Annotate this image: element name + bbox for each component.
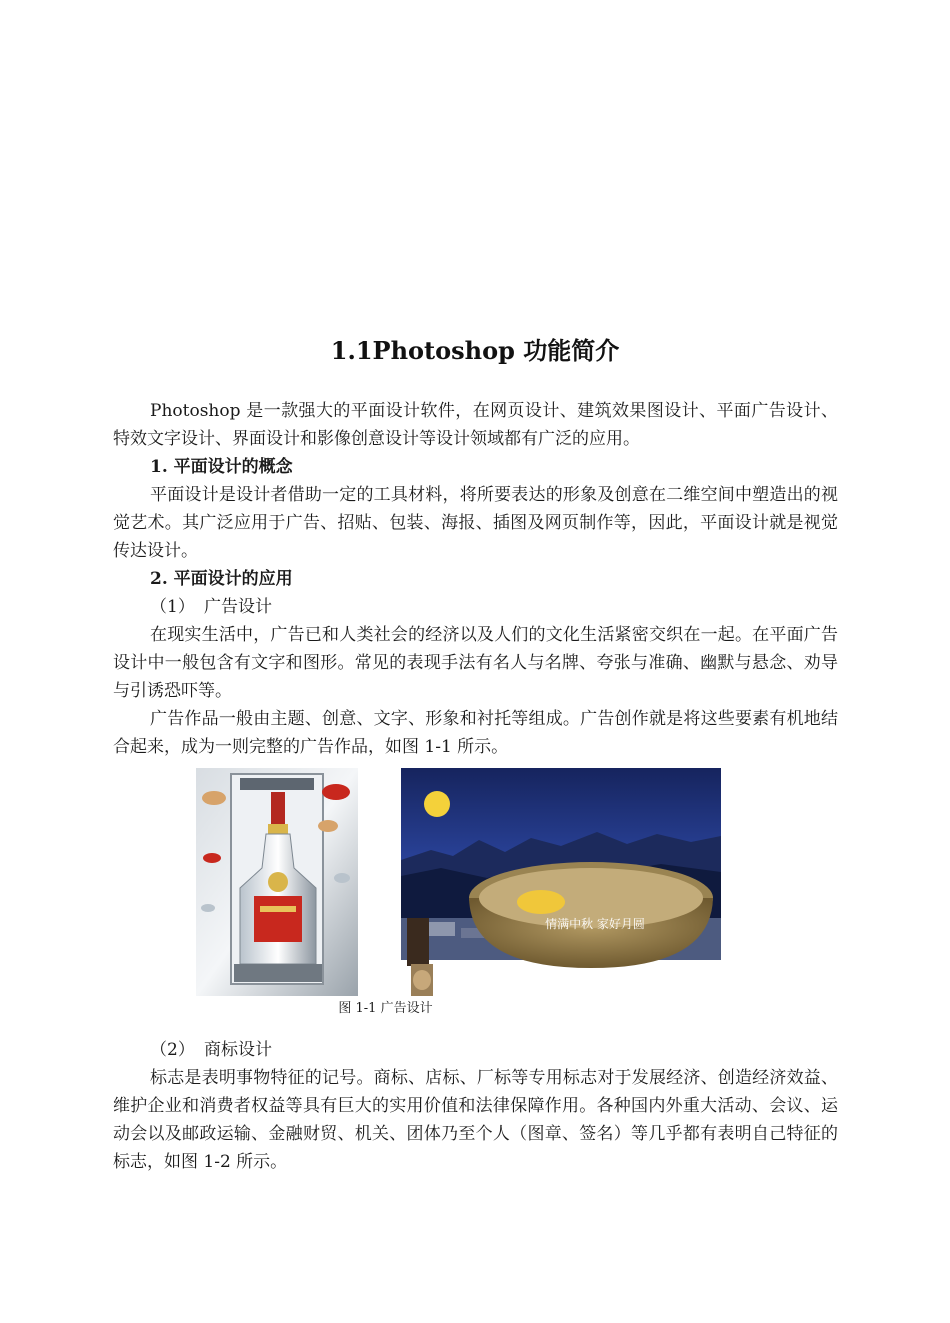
intro-paragraph: Photoshop 是一款强大的平面设计软件，在网页设计、建筑效果图设计、平面广告设计、特效文字设计、界面设计和影像创意设计等设计领域都有广泛的应用。: [113, 401, 838, 449]
list-item-logo-design: [113, 1036, 838, 1064]
concept-paragraph: 平面设计是设计者借助一定的工具材料，将所要表达的形象及创意在二维空间中塑造出的视觉艺术。其广泛应用于广告、招贴、包装、海报、插图及网页制作等，因此，平面设计就是视觉传达设计。: [113, 485, 838, 561]
liquor-bottle-ad-image: [196, 768, 358, 996]
ad-paragraph-2: 广告作品一般由主题、创意、文字、形象和衬托等组成。广告创作就是将这些要素有机地结合起来，成为一则完整的广告作品，如图 1-1 所示。: [113, 709, 838, 757]
list-item-label: 广告设计: [204, 597, 272, 617]
figure-1-1: [113, 768, 838, 1036]
list-item-number: （2）: [150, 1040, 195, 1060]
page-title: 1.1Photoshop 功能简介: [330, 336, 620, 365]
list-item-number: （1）: [150, 597, 195, 617]
logo-paragraph: 标志是表明事物特征的记号。商标、店标、厂标等专用标志对于发展经济、创造经济效益、维护企业和消费者权益等具有巨大的实用价值和法律保障作用。各种国内外重大活动、会议、运动会以及邮政运输、金融财贸、机关、团体乃至个人（图章、签名）等几乎都有表明自己特征的标志，如图 1-2 所示。: [113, 1068, 838, 1172]
document-body: [113, 397, 838, 1176]
section-heading-application: 2. 平面设计的应用: [150, 569, 293, 589]
list-item-ad-design: [113, 593, 838, 621]
bowl-slogan: 情满中秋 家好月圆: [545, 917, 645, 931]
mid-autumn-ad-image: [401, 768, 721, 996]
list-item-label: 商标设计: [204, 1040, 272, 1060]
ad-paragraph-1: 在现实生活中，广告已和人类社会的经济以及人们的文化生活紧密交织在一起。在平面广告设计中一般包含有文字和图形。常见的表现手法有名人与名牌、夸张与准确、幽默与悬念、劝导与引诱恐吓等。: [113, 625, 838, 701]
section-heading-concept: 1. 平面设计的概念: [150, 457, 293, 477]
figure-caption: 图 1-1 广告设计: [338, 1001, 433, 1016]
